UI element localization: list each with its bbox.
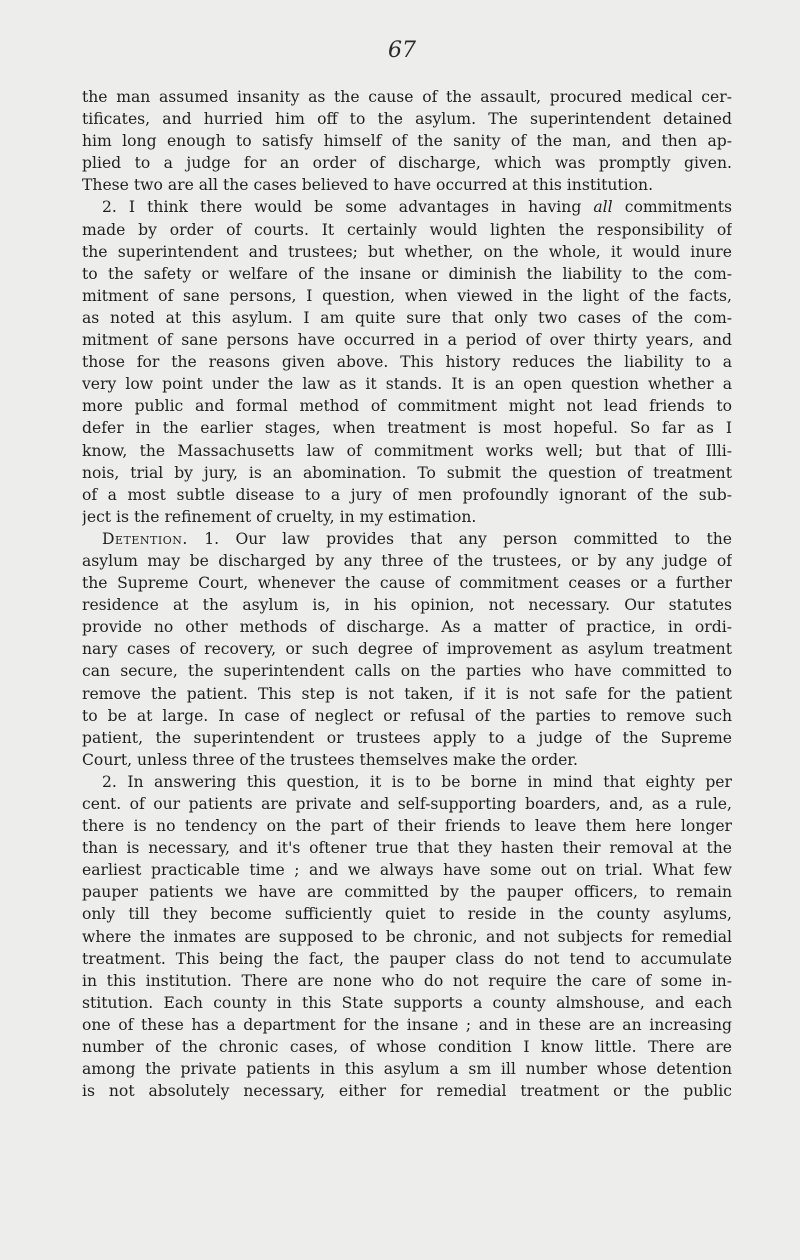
text-line: is not absolutely necessary, either for remedial treatment or the public [82,1082,732,1101]
text-line: These two are all the cases believed to have occurred at this institution. [82,176,654,195]
text-line: Court, unless three of the trustees themselves make the order. [82,750,578,769]
text-line: only till they become sufficiently quiet to reside in the county asylums, [82,905,732,924]
text-line: of a most subtle disease to a jury of men profoundly ignorant of the sub- [82,485,732,504]
text-line: asylum may be discharged by any three of the trustees, or by any judge of [82,551,732,570]
text-line: than is necessary, and it's oftener true that they hasten their removal at the [82,839,732,858]
text-line: one of these has a department for the insane ; and in these are an increasing [82,1015,732,1034]
text-line: made by order of courts. It certainly would lighten the responsibility of [82,220,732,239]
text-line: among the private patients in this asylum a sm ill number whose detention [82,1060,732,1079]
text-fragment: 2. I think there would be some advantages in having [102,198,594,217]
body-text [82,86,732,1102]
text-line: the man assumed insanity as the cause of the assault, procured medical cer- [82,88,732,106]
text-line: mitment of sane persons, I question, when viewed in the light of the facts, [82,286,732,305]
text-line [82,196,732,218]
text-line: know, the Massachusetts law of commitment works well; but that of Illi- [82,441,732,460]
text-line: very low point under the law as it stands. It is an open question whether a [82,375,732,394]
text-line: can secure, the superintendent calls on the parties who have committed to [82,662,732,681]
text-line: mitment of sane persons have occurred in a period of over thirty years, and [82,331,732,350]
text-line: treatment. This being the fact, the pauper class do not tend to accumulate [82,949,732,968]
text-line: plied to a judge for an order of discharge, which was promptly given. [82,154,732,173]
italic-emphasis: all [593,198,613,217]
page-number: 67 [388,38,416,63]
section-heading-detention: Detention. [102,529,188,548]
text-line: residence at the asylum is, in his opinion, not necessary. Our statutes [82,596,732,615]
text-line: there is no tendency on the part of their friends to leave them here longer [82,817,732,836]
text-line: stitution. Each county in this State supports a county almshouse, and each [82,993,732,1012]
text-line: defer in the earlier stages, when treatment is most hopeful. So far as I [82,419,732,438]
text-line: nois, trial by jury, is an abomination. To submit the question of treatment [82,463,732,482]
text-line: those for the reasons given above. This history reduces the liability to a [82,353,732,372]
text-line: ject is the refinement of cruelty, in my estimation. [82,507,477,526]
text-line: pauper patients we have are committed by the pauper officers, to remain [82,883,732,902]
text-line: to the safety or welfare of the insane or diminish the liability to the com- [82,264,732,283]
text-line: 2. In answering this question, it is to be borne in mind that eighty per [102,772,732,791]
text-line: patient, the superintendent or trustees apply to a judge of the Supreme [82,728,732,747]
text-line: the Supreme Court, whenever the cause of commitment ceases or a further [82,574,732,593]
text-line: the superintendent and trustees; but whether, on the whole, it would inure [82,242,732,261]
text-line: to be at large. In case of neglect or refusal of the parties to remove such [82,706,732,725]
text-line: where the inmates are supposed to be chronic, and not subjects for remedial [82,927,732,946]
text-line: nary cases of recovery, or such degree of improvement as asylum treatment [82,640,732,659]
text-fragment: commitments [612,198,732,217]
text-line [82,528,732,550]
text-fragment: 1. Our law provides that any person committed to the [187,529,732,548]
text-line: him long enough to satisfy himself of the sanity of the man, and then ap- [82,132,732,151]
text-line: cent. of our patients are private and self-supporting boarders, and, as a rule, [82,795,732,813]
text-line: number of the chronic cases, of whose condition I know little. There are [82,1038,732,1057]
text-line: provide no other methods of discharge. As a matter of practice, in ordi- [82,618,732,637]
text-line: tificates, and hurried him off to the asylum. The superintendent detained [82,110,732,129]
text-line: earliest practicable time ; and we always have some out on trial. What few [82,861,732,880]
text-line: in this institution. There are none who do not require the care of some in- [82,971,732,990]
text-line: remove the patient. This step is not taken, if it is not safe for the patient [82,684,732,703]
text-line: as noted at this asylum. I am quite sure that only two cases of the com- [82,308,732,327]
text-line: more public and formal method of commitment might not lead friends to [82,397,732,416]
